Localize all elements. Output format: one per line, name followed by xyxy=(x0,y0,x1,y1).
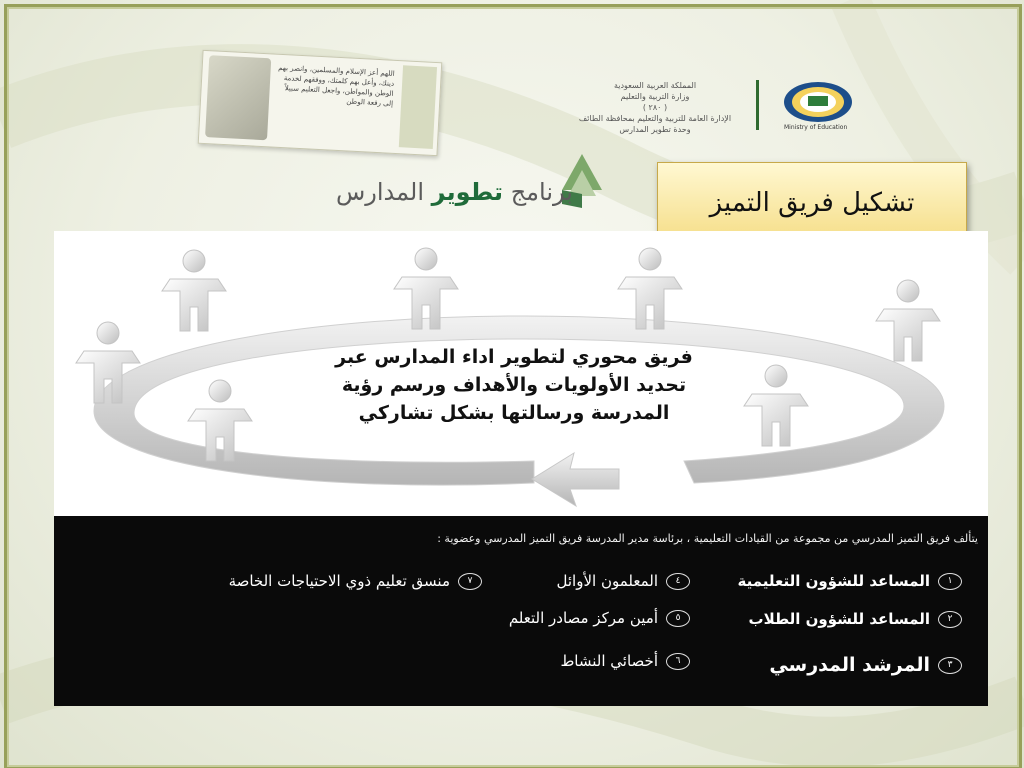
member-item xyxy=(737,572,962,590)
description-line: فريق محوري لتطوير اداء المدارس عبر xyxy=(335,346,693,368)
ministry-line: وحدة تطوير المدارس xyxy=(619,125,691,134)
team-graphic xyxy=(54,231,988,516)
description-line: تحديد الأولويات والأهداف ورسم رؤية xyxy=(341,374,687,396)
members-intro: يتألف فريق التميز المدرسي من مجموعة من القيادات التعليمية ، برئاسة مدير المدرسة فريق التميز المدرسي وعضوية : xyxy=(437,532,978,545)
card-text: اللهم أعز الإسلام والمسلمين، وانصر بهم دينك، وأعل بهم كلمتك، ووفقهم لخدمة الوطن والمواطن، واجعل التعليم سبيلاً إلى رفعة الوطن xyxy=(278,63,395,108)
member-item xyxy=(229,572,482,590)
description-line: المدرسة ورسالتها بشكل تشاركي xyxy=(358,402,670,424)
program-suffix: المدارس xyxy=(336,178,425,206)
member-label: المرشد المدرسي xyxy=(769,654,930,676)
ministry-line: الإدارة العامة للتربية والتعليم بمحافظة الطائف xyxy=(578,114,732,123)
member-number: ٤ xyxy=(666,573,690,590)
member-label: أمين مركز مصادر التعلم xyxy=(508,609,658,627)
member-number: ٢ xyxy=(938,611,962,628)
team-description xyxy=(304,343,724,427)
program-name xyxy=(336,178,573,206)
ministry-line: ( ٢٨٠ ) xyxy=(642,103,668,112)
program-prefix: برنامج xyxy=(510,178,573,206)
member-number: ٣ xyxy=(938,657,962,674)
member-number: ٧ xyxy=(458,573,482,590)
member-item xyxy=(557,572,690,590)
member-item xyxy=(769,654,962,676)
ministry-line: وزارة التربية والتعليم xyxy=(620,92,690,101)
member-number: ١ xyxy=(938,573,962,590)
portrait-image xyxy=(205,55,271,140)
member-label: المعلمون الأوائل xyxy=(556,572,658,590)
ministry-line: المملكة العربية السعودية xyxy=(613,81,697,90)
logo-caption: Ministry of Education xyxy=(784,124,848,131)
member-item xyxy=(509,609,690,627)
member-label: المساعد للشؤون الطلاب xyxy=(748,610,930,628)
members-panel xyxy=(54,516,988,706)
member-item xyxy=(560,652,690,670)
member-label: منسق تعليم ذوي الاحتياجات الخاصة xyxy=(228,572,450,590)
member-item xyxy=(749,610,962,628)
card-stripe xyxy=(399,65,437,149)
member-number: ٥ xyxy=(666,610,690,627)
member-label: المساعد للشؤون التعليمية xyxy=(737,572,930,590)
slide-title: تشكيل فريق التميز xyxy=(657,162,967,244)
program-bold: تطوير xyxy=(431,178,504,206)
prayer-card xyxy=(198,50,443,156)
ministry-header xyxy=(560,80,750,135)
ministry-logo-icon xyxy=(782,80,854,124)
member-label: أخصائي النشاط xyxy=(560,652,658,670)
member-number: ٦ xyxy=(666,653,690,670)
header-divider xyxy=(756,80,759,130)
